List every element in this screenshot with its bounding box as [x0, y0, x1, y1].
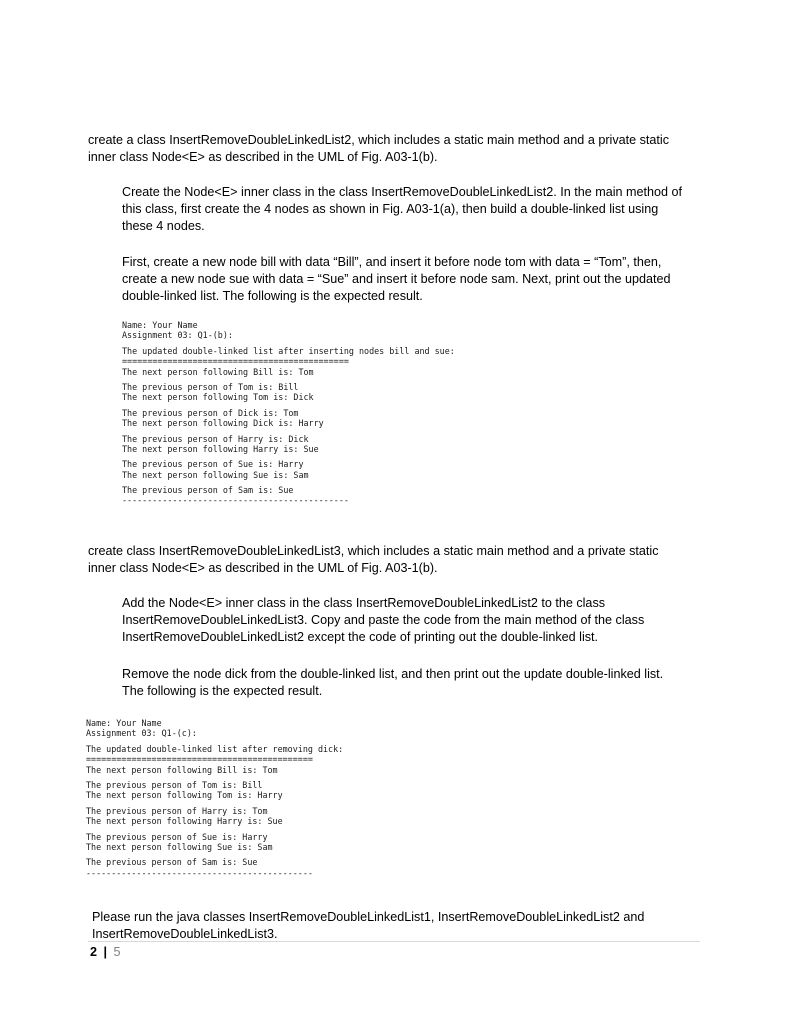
page-separator: | [103, 945, 108, 959]
output-line: The next person following Bill is: Tom [86, 764, 278, 775]
text-line: First, create a new node bill with data “Bill”, and insert it before node tom with data = “Tom”, then, [122, 255, 662, 269]
output-line: The next person following Tom is: Harry [86, 790, 283, 801]
output-rule-bottom: --------------------------------------------- [122, 495, 349, 506]
output-header-line: Assignment 03: Q1-(b): [122, 330, 233, 341]
output-title: The updated double-linked list after removing dick: [86, 743, 344, 754]
total-pages: 5 [113, 945, 121, 959]
output-title: The updated double-linked list after inserting nodes bill and sue: [122, 345, 455, 356]
output-line: The previous person of Sue is: Harry [86, 831, 268, 842]
text-line: Remove the node dick from the double-linked list, and then print out the update double-linked list. [122, 667, 664, 681]
output-line: The next person following Tom is: Dick [122, 392, 314, 403]
current-page: 2 [90, 945, 98, 959]
output-line: The previous person of Harry is: Dick [122, 433, 309, 444]
text-line: these 4 nodes. [122, 219, 205, 234]
expected-output-q1c [86, 718, 343, 878]
text-line: InsertRemoveDoubleLinkedList2 except the code of printing out the double-linked list. [122, 630, 599, 645]
text-line: Add the Node<E> inner class in the class InsertRemoveDoubleLinkedList2 to the class [122, 596, 606, 610]
instruction-run-classes [92, 909, 644, 943]
footer-divider [88, 941, 700, 942]
output-rule-top: ============================================= [122, 356, 349, 367]
text-line: inner class Node<E> as described in the UML of Fig. A03-1(b). [88, 150, 438, 165]
output-line: The next person following Bill is: Tom [122, 366, 314, 377]
intro-paragraph-q1b [88, 132, 669, 166]
text-line: InsertRemoveDoubleLinkedList3. [92, 927, 278, 942]
text-line: create class InsertRemoveDoubleLinkedList3, which includes a static main method and a private static [88, 544, 659, 558]
output-line: The previous person of Sam is: Sue [122, 485, 294, 496]
instruction-remove-node [122, 666, 663, 700]
output-line: The next person following Dick is: Harry [122, 418, 324, 429]
text-line: Please run the java classes InsertRemoveDoubleLinkedList1, InsertRemoveDoubleLinkedList2 and [92, 910, 645, 924]
output-line: The previous person of Dick is: Tom [122, 407, 299, 418]
output-line: The next person following Sue is: Sam [86, 841, 273, 852]
output-line: The previous person of Tom is: Bill [86, 779, 263, 790]
text-line: inner class Node<E> as described in the UML of Fig. A03-1(b). [88, 561, 438, 576]
text-line: InsertRemoveDoubleLinkedList3. Copy and paste the code from the main method of the class [122, 613, 645, 628]
text-line: double-linked list. The following is the expected result. [122, 289, 423, 304]
output-line: The previous person of Tom is: Bill [122, 381, 299, 392]
instruction-add-node [122, 595, 644, 647]
output-line: The next person following Harry is: Sue [86, 816, 283, 827]
output-header-line: Name: Your Name [122, 320, 198, 330]
text-line: this class, first create the 4 nodes as shown in Fig. A03-1(a), then build a double-linked list using [122, 202, 659, 217]
output-line: The previous person of Harry is: Tom [86, 805, 268, 816]
output-rule-bottom: --------------------------------------------- [86, 867, 313, 878]
output-header-line: Assignment 03: Q1-(c): [86, 728, 197, 739]
output-line: The next person following Sue is: Sam [122, 469, 309, 480]
output-line: The previous person of Sue is: Harry [122, 459, 304, 470]
text-line: The following is the expected result. [122, 684, 323, 699]
output-header-line: Name: Your Name [86, 718, 162, 728]
text-line: Create the Node<E> inner class in the class InsertRemoveDoubleLinkedList2. In the main method of [122, 185, 683, 199]
output-rule-top: ============================================= [86, 754, 313, 765]
expected-output-q1b [122, 320, 455, 506]
instruction-insert-nodes [122, 254, 671, 306]
text-line: create a class InsertRemoveDoubleLinkedList2, which includes a static main method and a private static [88, 133, 670, 147]
page-number [90, 945, 121, 959]
instruction-create-node [122, 184, 682, 236]
output-line: The previous person of Sam is: Sue [86, 857, 258, 868]
intro-paragraph-q1c [88, 543, 659, 577]
output-line: The next person following Harry is: Sue [122, 443, 319, 454]
text-line: create a new node sue with data = “Sue” and insert it before node sam. Next, print out the updated [122, 272, 671, 287]
